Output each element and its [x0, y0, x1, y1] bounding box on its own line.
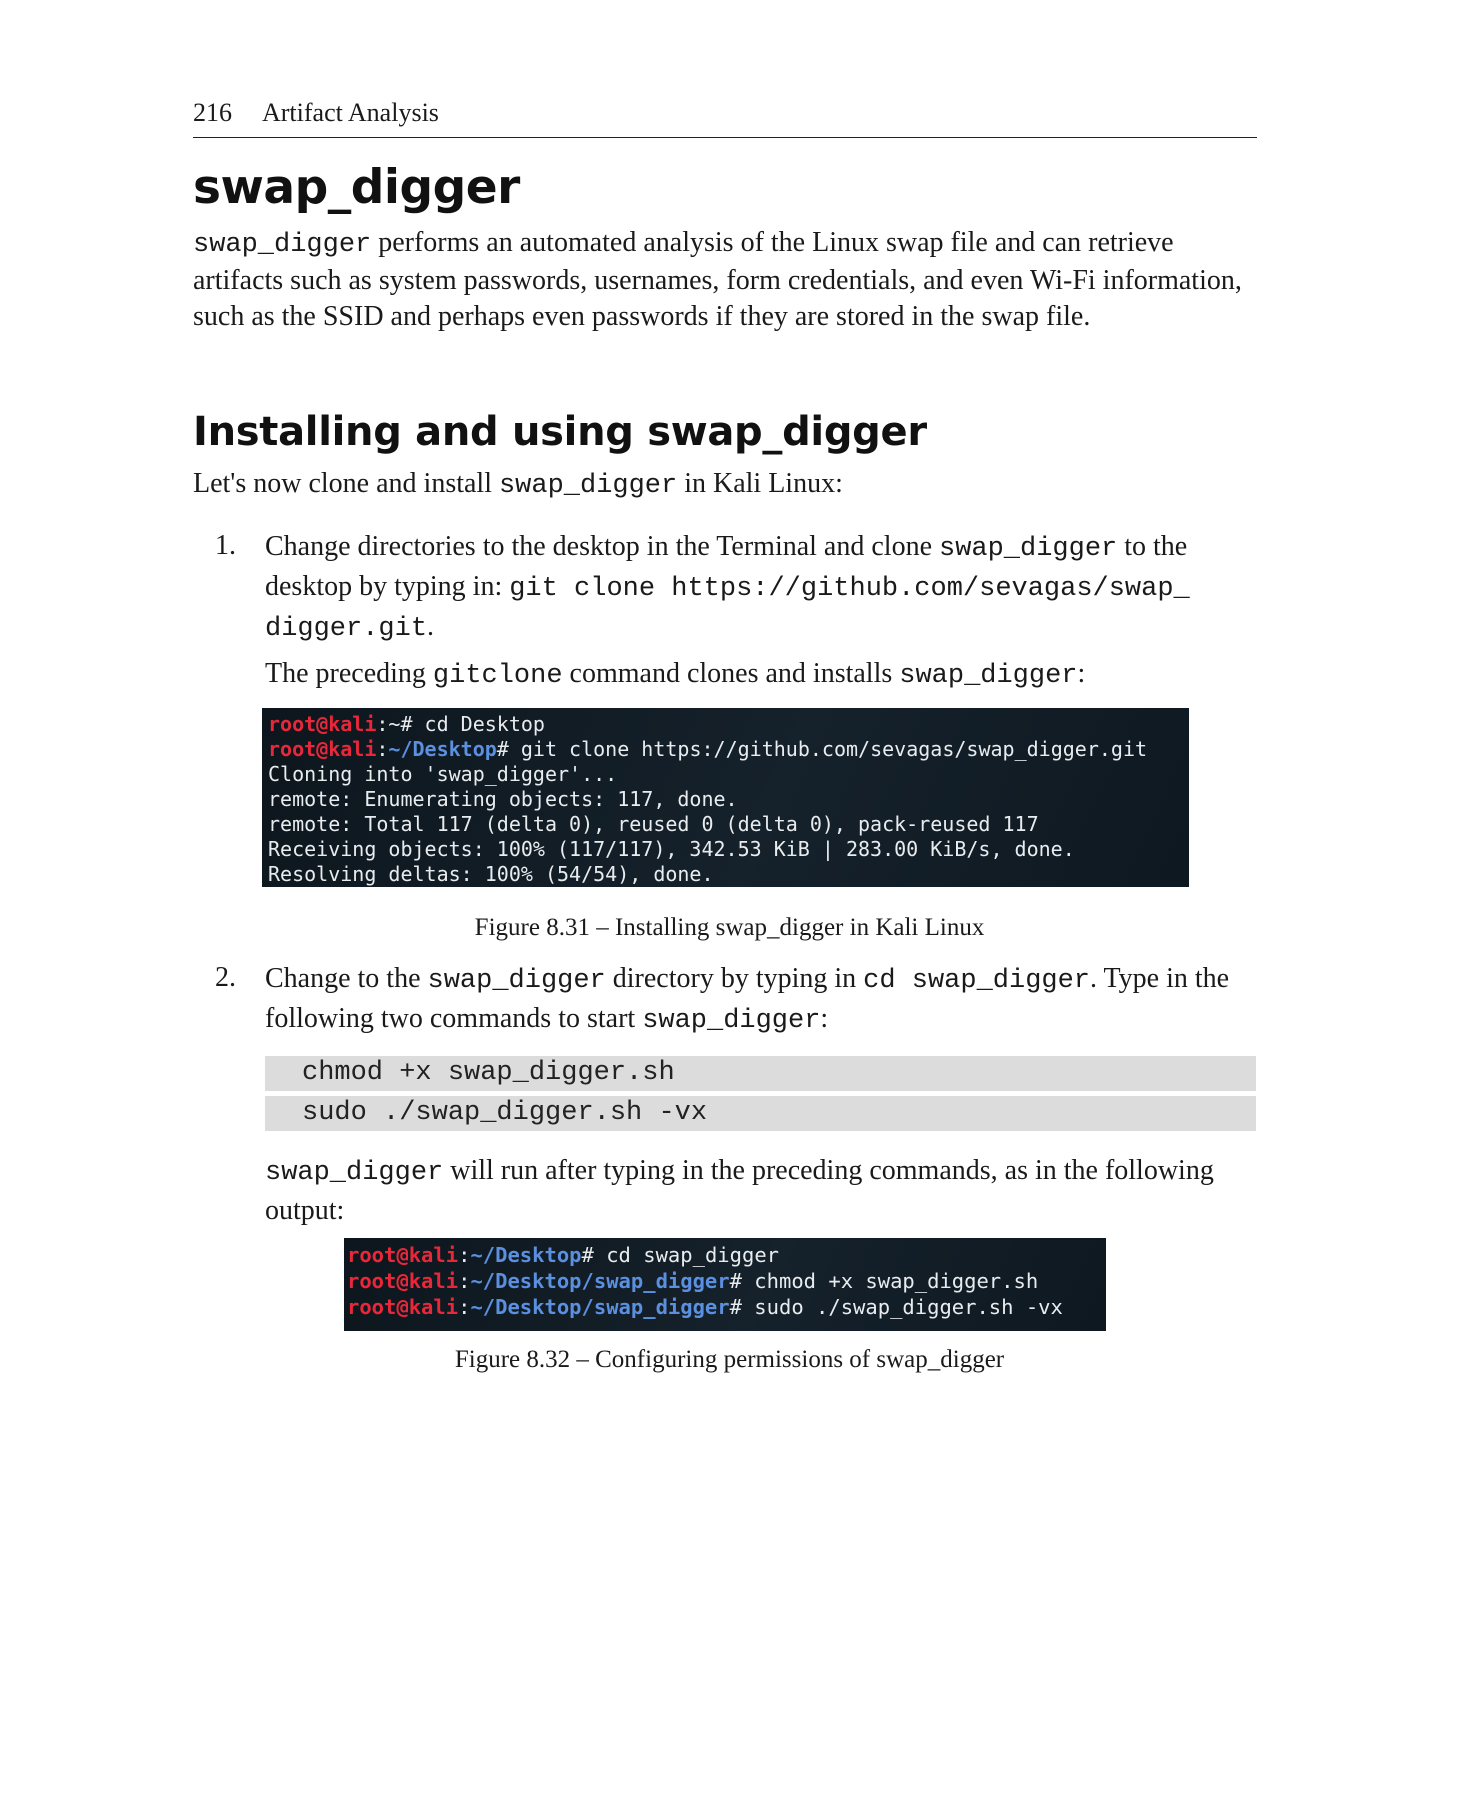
prompt-user: root@kali: [268, 712, 377, 736]
prompt-colon: :: [458, 1269, 471, 1293]
step-1-text-b: to the desktop by typing in:: [265, 531, 1188, 602]
step-1-followup: [265, 656, 1255, 694]
followup-text-b: command clones and installs: [562, 658, 900, 689]
prompt-path: ~/Desktop: [470, 1243, 582, 1267]
terminal-line: [268, 737, 1189, 762]
step-1-text: [265, 528, 1255, 648]
prompt-path: ~/Desktop: [388, 737, 497, 761]
terminal-line: [347, 1268, 1106, 1294]
intro-paragraph: [193, 225, 1263, 335]
prompt-hash: #: [496, 737, 521, 761]
inline-code: swap_digger: [427, 966, 606, 996]
subsection-title: Installing and using swap_digger: [193, 409, 927, 455]
page-number: 216: [193, 98, 232, 127]
step-2-text-c: . Type in the following two commands to start: [265, 963, 1230, 1034]
followup-text: will run after typing in the preceding commands, as in the following output:: [265, 1155, 1214, 1226]
step-2-text-a: Change to the: [265, 963, 428, 994]
prompt-colon: :: [458, 1243, 471, 1267]
inline-code: swap_digger: [899, 661, 1078, 691]
terminal-command: # chmod +x swap_digger.sh: [729, 1269, 1039, 1293]
inline-code: cd swap_digger: [863, 966, 1091, 996]
prompt-user: root@kali: [268, 737, 377, 761]
code-block-line: sudo ./swap_digger.sh -vx: [265, 1096, 1256, 1131]
prompt-colon: :: [376, 737, 389, 761]
figure-caption: Figure 8.31 – Installing swap_digger in Kali Linux: [474, 914, 985, 941]
running-section-title: Artifact Analysis: [262, 98, 439, 127]
terminal-output-line: Resolving deltas: 100% (54/54), done.: [268, 862, 714, 886]
step-2-followup: [265, 1152, 1255, 1230]
lead-text-after: in Kali Linux:: [677, 468, 843, 499]
prompt-colon: :: [458, 1295, 471, 1319]
list-number-1: 1.: [215, 530, 236, 561]
followup-text-a: The preceding: [265, 658, 433, 689]
inline-code: swap_digger: [193, 230, 372, 260]
git-clone-command: git clone https://github.com/sevagas/swap_ digger.git: [265, 574, 1190, 644]
prompt-path: ~/Desktop/swap_digger: [470, 1295, 730, 1319]
list-number-2: 2.: [215, 962, 236, 993]
inline-code: swap_digger: [498, 471, 678, 501]
step-2-text-d: :: [820, 1003, 829, 1034]
terminal-line: [347, 1242, 1106, 1268]
prompt-user: root@kali: [347, 1243, 459, 1267]
inline-code: swap_digger: [642, 1006, 821, 1036]
step-1-text-a: Change directories to the desktop in the Terminal and clone: [265, 531, 939, 562]
prompt-path: ~/Desktop/swap_digger: [470, 1269, 730, 1293]
terminal-output-line: remote: Total 117 (delta 0), reused 0 (delta 0), pack-reused 117: [268, 812, 1039, 836]
terminal-line: [347, 1294, 1106, 1320]
terminal-command: # cd swap_digger: [581, 1243, 780, 1267]
terminal-output-line: Cloning into 'swap_digger'...: [268, 762, 618, 786]
terminal-command: # sudo ./swap_digger.sh -vx: [729, 1295, 1063, 1319]
terminal-output-line: remote: Enumerating objects: 117, done.: [268, 787, 738, 811]
inline-code: swap_digger: [939, 534, 1118, 564]
step-1-text-c: .: [427, 611, 435, 642]
inline-code: gitclone: [432, 661, 563, 691]
terminal-screenshot-permissions: [344, 1238, 1106, 1331]
inline-code: swap_digger: [265, 1158, 444, 1188]
prompt-separator: :~#: [376, 712, 425, 736]
section-title: swap_digger: [193, 160, 520, 215]
step-2-text-b: directory by typing in: [605, 963, 864, 994]
lead-text-before: Let's now clone and install: [193, 468, 499, 499]
prompt-user: root@kali: [347, 1269, 459, 1293]
intro-text: performs an automated analysis of the Linux swap file and can retrieve artifacts such as system passwords, usernames, form credentials, and even Wi-Fi information, such as the SSID and perhaps even passwords if they are stored in the swap file.: [193, 227, 1242, 332]
terminal-command: cd Desktop: [424, 712, 545, 736]
terminal-command: git clone https://github.com/sevagas/swap_digger.git: [520, 737, 1148, 761]
terminal-line: [268, 712, 1189, 737]
terminal-output-line: Receiving objects: 100% (117/117), 342.53 KiB | 283.00 KiB/s, done.: [268, 837, 1075, 861]
step-2-text: [265, 960, 1255, 1040]
terminal-screenshot-clone: [262, 708, 1189, 887]
figure-caption: Figure 8.32 – Configuring permissions of swap_digger: [454, 1346, 1005, 1373]
code-block-line: chmod +x swap_digger.sh: [265, 1056, 1256, 1091]
lead-paragraph: [193, 466, 1263, 504]
followup-text-c: :: [1077, 658, 1086, 689]
running-header: [193, 97, 1257, 138]
prompt-user: root@kali: [347, 1295, 459, 1319]
